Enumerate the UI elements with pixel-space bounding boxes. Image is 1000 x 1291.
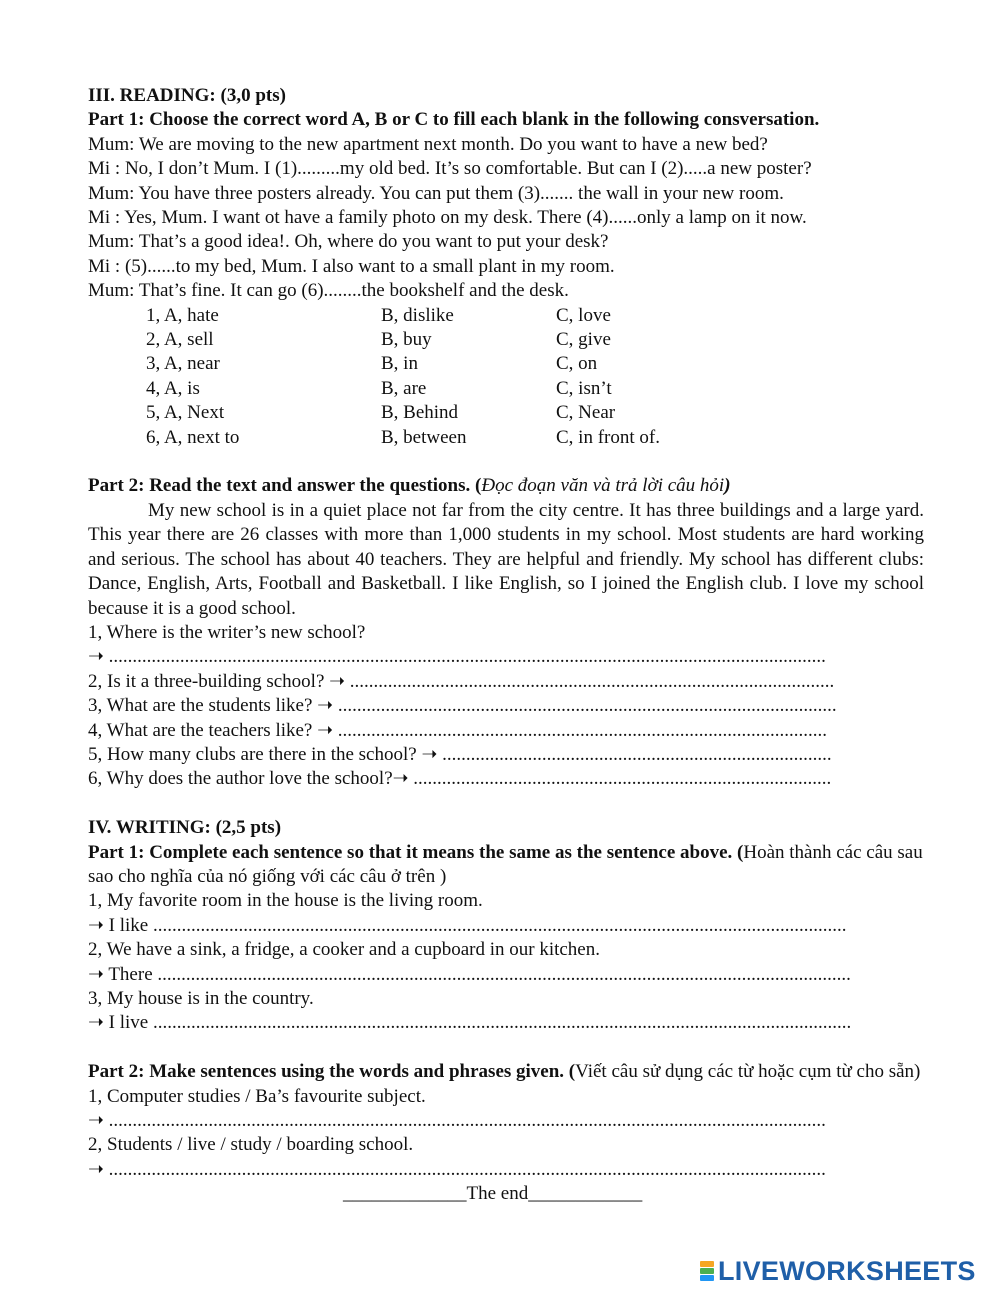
writing-part1-instruction: Part 1: Complete each sentence so that it means the same as the sentence above. (Hoàn thành các câu sau sao cho nghĩa của nó giống với các câu ở trên ): [88, 841, 923, 887]
option-a: 2, A, sell: [146, 329, 214, 351]
writing-part2-instruction: Part 2: Make sentences using the words and phrases given. (Viết câu sử dụng các từ hoặc cụm từ cho sẵn): [88, 1061, 921, 1083]
sentence-line: 3, My house is in the country.: [88, 988, 314, 1009]
question-line[interactable]: 3, What are the students like? ➝ .........................................................................................................: [88, 695, 837, 717]
option-b: B, buy: [381, 329, 432, 351]
reading-part1-instruction: Part 1: Choose the correct word A, B or C to fill each blank in the following consversation.: [88, 109, 820, 131]
option-row: [88, 352, 924, 376]
worksheet-page: [88, 84, 924, 1207]
option-a: 1, A, hate: [146, 304, 219, 326]
reading-part2-instruction: Part 2: Read the text and answer the questions. (Đọc đoạn văn và trả lời câu hỏi): [88, 475, 731, 497]
option-row: [88, 304, 924, 328]
dialogue-line: Mum: That’s a good idea!. Oh, where do you want to put your desk?: [88, 231, 609, 253]
option-c: C, isn’t: [556, 377, 612, 399]
writing-part1-items: [88, 889, 924, 1035]
answer-line[interactable]: ➝ .......................................................................................................................................................: [88, 1110, 826, 1132]
dialogue-line: Mum: That’s fine. It can go (6)........the bookshelf and the desk.: [88, 280, 569, 302]
dialogue-line: Mi : No, I don’t Mum. I (1).........my old bed. It’s so comfortable. But can I (2).....a new poster?: [88, 158, 812, 180]
option-c: C, love: [556, 304, 611, 326]
question-line[interactable]: 2, Is it a three-building school? ➝ ......................................................................................................: [88, 670, 835, 692]
dialogue-line: Mi : Yes, Mum. I want ot have a family photo on my desk. There (4)......only a lamp on it now.: [88, 207, 807, 229]
option-row: [88, 426, 924, 450]
option-b: B, Behind: [381, 402, 459, 424]
option-a: 6, A, next to: [146, 426, 240, 448]
the-end: _____________The end____________: [343, 1183, 643, 1205]
option-b: B, dislike: [381, 304, 454, 326]
logo-text: LIVEWORKSHEETS: [718, 1255, 976, 1286]
sentence-line: 1, My favorite room in the house is the living room.: [88, 890, 483, 912]
reading-heading: III. READING: (3,0 pts): [88, 85, 286, 106]
sentence-line: 2, We have a sink, a fridge, a cooker and a cupboard in our kitchen.: [88, 939, 600, 961]
question-line: 1, Where is the writer’s new school?: [88, 621, 366, 643]
writing-heading: IV. WRITING: (2,5 pts): [88, 817, 282, 839]
reading-passage: My new school is in a quiet place not far from the city centre. It has three buildings and a large yard. This year there are 26 classes with more than 1,000 students in my school. Most students are hard working and serious. The school has about 40 teachers. They are helpful and friendly. My school has different clubs: Dance, English, Arts, Football and Basketball. I like English, so I joined the English club. I love my school because it is a good school.: [88, 499, 924, 619]
option-b: B, between: [381, 426, 467, 448]
option-row: [88, 401, 924, 425]
option-b: B, in: [381, 353, 418, 375]
answer-line[interactable]: ➝ I like ..................................................................................................................................................: [88, 914, 847, 936]
sentence-line: 1, Computer studies / Ba’s favourite subject.: [88, 1085, 426, 1107]
answer-line[interactable]: ➝ I live ...................................................................................................................................................: [88, 1012, 852, 1034]
dialogue-line: Mi : (5)......to my bed, Mum. I also want to a small plant in my room.: [88, 255, 615, 277]
options-table: [88, 304, 924, 450]
dialogue: [88, 133, 924, 304]
dialogue-line: Mum: We are moving to the new apartment next month. Do you want to have a new bed?: [88, 133, 768, 155]
question-line[interactable]: 6, Why does the author love the school?➝ ........................................................................................: [88, 768, 832, 790]
option-a: 3, A, near: [146, 353, 220, 375]
option-row: [88, 377, 924, 401]
option-c: C, in front of.: [556, 426, 660, 448]
option-a: 5, A, Next: [146, 402, 225, 424]
answer-line[interactable]: ➝ .......................................................................................................................................................: [88, 1158, 826, 1180]
sentence-line: 2, Students / live / study / boarding school.: [88, 1134, 414, 1156]
question-line[interactable]: 4, What are the teachers like? ➝ .......................................................................................................: [88, 719, 828, 741]
option-c: C, Near: [556, 402, 616, 424]
question-line[interactable]: 5, How many clubs are there in the school? ➝ ..................................................................................: [88, 743, 832, 765]
writing-part2-items: [88, 1085, 924, 1183]
logo-mark-icon: [700, 1261, 714, 1281]
option-c: C, give: [556, 329, 611, 351]
reading-questions: [88, 621, 924, 792]
answer-line[interactable]: ➝ There ..................................................................................................................................................: [88, 963, 851, 985]
answer-line[interactable]: ➝ .......................................................................................................................................................: [88, 646, 826, 668]
option-row: [88, 328, 924, 352]
option-a: 4, A, is: [146, 377, 200, 399]
liveworksheets-logo: [700, 1256, 976, 1286]
option-c: C, on: [556, 353, 598, 375]
dialogue-line: Mum: You have three posters already. You can put them (3)....... the wall in your new room.: [88, 182, 784, 204]
option-b: B, are: [381, 377, 427, 399]
